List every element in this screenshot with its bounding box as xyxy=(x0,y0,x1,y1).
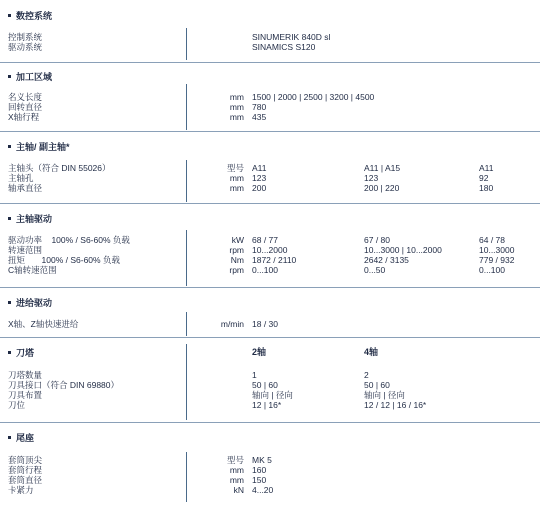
table-row: 刀塔数量 1 2 xyxy=(8,370,369,380)
section-title-feed-drive: 进给驱动 xyxy=(8,296,52,309)
table-row: 驱动系统 SINAMICS S120 xyxy=(8,42,316,52)
table-row: 控制系统 SINUMERIK 840D sl xyxy=(8,32,331,42)
section-title-spindle-drive: 主轴驱动 xyxy=(8,212,52,225)
table-row: 名义长度 mm 1500 | 2000 | 2500 | 3200 | 4500 xyxy=(8,92,375,102)
table-row: 刀具布置 轴向 | 径向 轴向 | 径向 xyxy=(8,390,405,400)
table-row: 回转直径 mm 780 xyxy=(8,102,267,112)
table-row: 套筒直径 mm 150 xyxy=(8,475,267,485)
bullet-marker xyxy=(8,436,11,439)
section-separator xyxy=(0,131,540,132)
table-row: 扭矩 100% / S6-60% 负载 Nm 1872 / 2110 2642 / 3135 779 / 932 xyxy=(8,255,515,265)
table-row: 刀位 12 | 16* 12 / 12 | 16 / 16* xyxy=(8,400,427,410)
section-separator xyxy=(0,203,540,204)
table-row: X轴、Z轴快速进给 m/min 18 / 30 xyxy=(8,319,278,329)
section-title-turret: 刀塔 xyxy=(8,346,34,359)
table-row: 主轴头（符合 DIN 55026） 型号 A11 A11 | A15 A11 xyxy=(8,163,494,173)
table-row: 主轴孔 mm 123 123 92 xyxy=(8,173,489,183)
table-row: 套筒顶尖 型号 MK 5 xyxy=(8,455,272,465)
table-row: 卡紧力 kN 4...20 xyxy=(8,485,274,495)
section-separator xyxy=(0,422,540,423)
section-title-tailstock: 尾座 xyxy=(8,431,34,444)
table-row: 转速范围 rpm 10...2000 10...3000 | 10...2000 10...3000 xyxy=(8,245,515,255)
section-title-spindle: 主轴/ 副主轴* xyxy=(8,140,70,153)
bullet-marker xyxy=(8,301,11,304)
section-title-work-area: 加工区域 xyxy=(8,70,52,83)
bullet-marker xyxy=(8,14,11,17)
table-row: 刀具接口（符合 DIN 69880） 50 | 60 50 | 60 xyxy=(8,380,390,390)
section-title-cnc: 数控系统 xyxy=(8,9,52,22)
turret-header-row: 2轴 4轴 xyxy=(252,347,379,357)
table-row: 轴承直径 mm 200 200 | 220 180 xyxy=(8,183,494,193)
section-separator xyxy=(0,287,540,288)
bullet-marker xyxy=(8,145,11,148)
table-row: 套筒行程 mm 160 xyxy=(8,465,267,475)
section-separator xyxy=(0,62,540,63)
section-separator xyxy=(0,337,540,338)
table-row: C轴转速范围 rpm 0...100 0...50 0...100 xyxy=(8,265,505,275)
bullet-marker xyxy=(8,217,11,220)
bullet-marker xyxy=(8,75,11,78)
table-row: X轴行程 mm 435 xyxy=(8,112,267,122)
table-row: 驱动功率 100% / S6-60% 负载 kW 68 / 77 67 / 80 64 / 78 xyxy=(8,235,505,245)
